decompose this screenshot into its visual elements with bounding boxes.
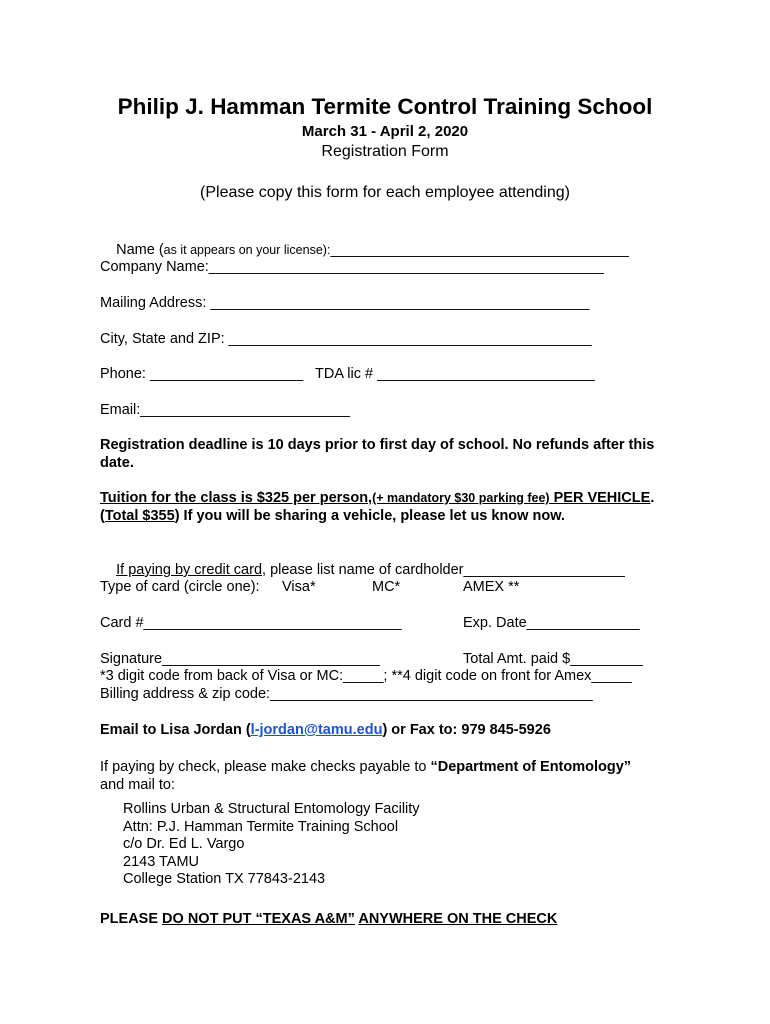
event-dates: March 31 - April 2, 2020 bbox=[301, 123, 469, 140]
address-line: Rollins Urban & Structural Entomology Facility bbox=[123, 801, 420, 817]
contact-fax: ) or Fax to: 979 845-5926 bbox=[382, 722, 551, 738]
card-type-amex[interactable]: AMEX ** bbox=[463, 579, 520, 595]
contact-email-link[interactable]: l-jordan@tamu.edu bbox=[250, 722, 383, 738]
tuition-total: Total $355 bbox=[104, 508, 175, 524]
check-instructions bbox=[100, 758, 675, 794]
exp-date-field[interactable]: Exp. Date______________ bbox=[463, 615, 640, 631]
parking-fee: (+ mandatory $30 parking fee) bbox=[372, 491, 550, 505]
warning-anywhere: ANYWHERE ON THE CHECK bbox=[358, 911, 558, 927]
form-name: Registration Form bbox=[321, 143, 449, 160]
city-state-zip-field[interactable]: City, State and ZIP: _____________________________________________ bbox=[100, 331, 592, 347]
total-paid-field[interactable]: Total Amt. paid $_________ bbox=[463, 651, 643, 667]
tuition-sep: . ( bbox=[100, 490, 655, 524]
tuition-info bbox=[100, 489, 675, 525]
tuition-amount: Tuition for the class is $325 per person, bbox=[100, 490, 373, 506]
card-number-field[interactable]: Card #________________________________ bbox=[100, 615, 402, 631]
signature-field[interactable]: Signature___________________________ bbox=[100, 651, 380, 667]
card-type-visa[interactable]: Visa* bbox=[282, 579, 316, 595]
registration-deadline: Registration deadline is 10 days prior to first day of school. No refunds after this date. bbox=[100, 437, 655, 471]
card-type-label: Type of card (circle one): bbox=[100, 579, 260, 595]
check-mail: and mail to: bbox=[100, 777, 175, 793]
warning-please: PLEASE bbox=[100, 911, 163, 927]
check-warning bbox=[100, 910, 675, 928]
mailing-address-block bbox=[123, 801, 420, 889]
cardholder-line: , please list name of cardholder____________________ bbox=[262, 562, 625, 578]
address-line: 2143 TAMU bbox=[123, 853, 200, 870]
card-type-mc[interactable]: MC* bbox=[372, 579, 401, 595]
check-payee: “Department of Entomology” bbox=[430, 759, 632, 775]
credit-card-prefix: If paying by credit card bbox=[116, 562, 263, 578]
check-text: If paying by check, please make checks payable to bbox=[100, 759, 431, 775]
email-field[interactable]: Email:__________________________ bbox=[100, 402, 350, 418]
security-code-field[interactable]: *3 digit code from back of Visa or MC:_____; **4 digit code on front for Amex_____ bbox=[100, 668, 632, 684]
copy-note: (Please copy this form for each employee attending) bbox=[200, 184, 570, 201]
address-line: College Station TX 77843-2143 bbox=[123, 871, 326, 888]
form-title: Philip J. Hamman Termite Control Training School bbox=[117, 94, 653, 119]
company-field[interactable]: Company Name:_________________________________________________ bbox=[100, 259, 604, 275]
address-line: Attn: P.J. Hamman Termite Training School bbox=[123, 818, 399, 835]
name-label: Name ( bbox=[116, 242, 164, 258]
phone-tda-field[interactable]: Phone: ___________________ TDA lic # ___________________________ bbox=[100, 366, 595, 382]
warning-do-not: DO NOT PUT “TEXAS A&M” bbox=[162, 911, 355, 927]
tuition-share-note: ) If you will be sharing a vehicle, please let us know now. bbox=[174, 508, 565, 524]
per-vehicle: PER VEHICLE bbox=[549, 490, 651, 506]
contact-line bbox=[100, 721, 675, 739]
name-line: _____________________________________ bbox=[330, 242, 629, 258]
billing-address-field[interactable]: Billing address & zip code:________________________________________ bbox=[100, 686, 593, 702]
mailing-address-field[interactable]: Mailing Address: _______________________________________________ bbox=[100, 295, 590, 311]
address-line: c/o Dr. Ed L. Vargo bbox=[123, 836, 245, 853]
contact-prefix: Email to Lisa Jordan ( bbox=[100, 722, 251, 738]
name-note: as it appears on your license): bbox=[163, 243, 331, 257]
